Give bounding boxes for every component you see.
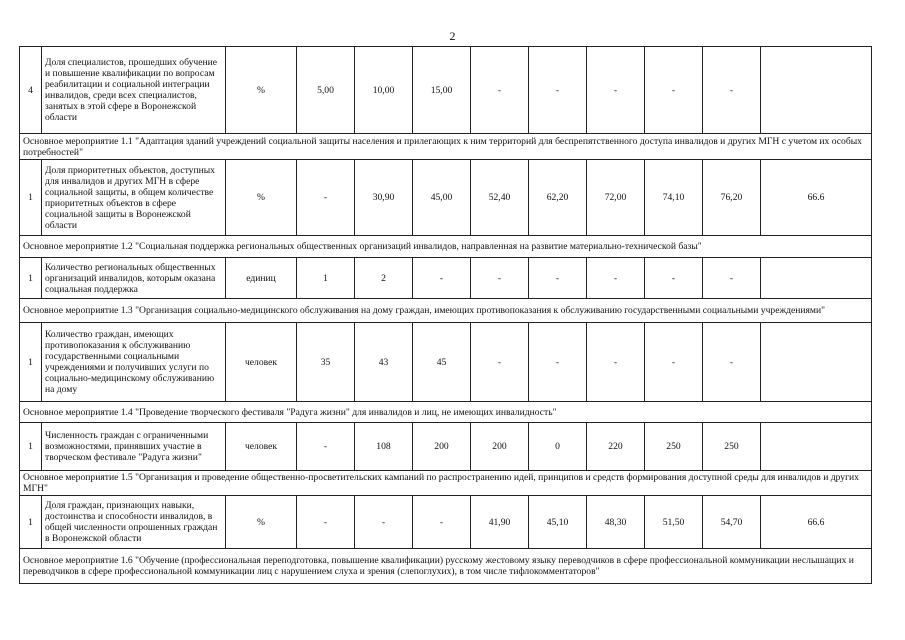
section-title: Основное мероприятие 1.4 "Проведение творческого фестиваля "Радуга жизни" для инвалидов и лиц, не имеющих инвалидность" bbox=[20, 402, 872, 423]
value-cell: 35 bbox=[297, 323, 355, 402]
section-title: Основное мероприятие 1.2 "Социальная поддержка региональных общественных организаций инвалидов, направленная на развитие материально-технической базы" bbox=[20, 236, 872, 258]
unit: единиц bbox=[226, 258, 297, 299]
unit: человек bbox=[226, 323, 297, 402]
row-number: 4 bbox=[20, 47, 42, 134]
value-cell bbox=[761, 258, 872, 299]
value-cell: 45,10 bbox=[529, 496, 587, 549]
indicator-row bbox=[20, 423, 872, 471]
value-cell bbox=[761, 47, 872, 134]
section-title: Основное мероприятие 1.6 "Обучение (профессиональная переподготовка, повышение квалификации) русскому жестовому языку переводчиков в сфере профессиональной коммуникации неслышащих и переводчиков в сфере профессиональной коммуникации лиц с нарушением слуха и зрения (слепоглухих), в том числе тифлокомментаторов" bbox=[20, 549, 872, 584]
value-cell: - bbox=[587, 323, 645, 402]
value-cell: - bbox=[645, 258, 703, 299]
indicator-row bbox=[20, 323, 872, 402]
value-cell: 74,10 bbox=[645, 160, 703, 236]
value-cell: 30,90 bbox=[355, 160, 413, 236]
indicator-name: Доля приоритетных объектов, доступных для инвалидов и других МГН в сфере социальной защиты, в общем количестве приоритетных объектов в сфере социальной защиты в Воронежской области bbox=[42, 160, 226, 236]
value-cell bbox=[761, 423, 872, 471]
value-cell: - bbox=[529, 258, 587, 299]
row-number: 1 bbox=[20, 423, 42, 471]
value-cell: - bbox=[645, 323, 703, 402]
value-cell: 250 bbox=[703, 423, 761, 471]
indicator-row bbox=[20, 258, 872, 299]
value-cell: - bbox=[529, 323, 587, 402]
value-cell: 72,00 bbox=[587, 160, 645, 236]
section-row bbox=[20, 134, 872, 160]
value-cell: - bbox=[471, 47, 529, 134]
section-title: Основное мероприятие 1.1 "Адаптация зданий учреждений социальной защиты населения и прилегающих к ним территорий для беспрепятственного доступа инвалидов и других МГН с учетом их особых потребностей" bbox=[20, 134, 872, 160]
row-number: 1 bbox=[20, 258, 42, 299]
value-cell: 52,40 bbox=[471, 160, 529, 236]
value-cell: 1 bbox=[297, 258, 355, 299]
indicator-name: Количество граждан, имеющих противопоказания к обслуживанию государственными социальными учреждениями и получивших услуги по социально-медицинскому обслуживанию на дому bbox=[42, 323, 226, 402]
indicator-name: Количество региональных общественных организаций инвалидов, которым оказана социальная поддержка bbox=[42, 258, 226, 299]
value-cell: 250 bbox=[645, 423, 703, 471]
value-cell: - bbox=[587, 258, 645, 299]
value-cell: - bbox=[355, 496, 413, 549]
section-row bbox=[20, 549, 872, 584]
section-row bbox=[20, 236, 872, 258]
value-cell: 200 bbox=[413, 423, 471, 471]
row-number: 1 bbox=[20, 496, 42, 549]
value-cell: 45,00 bbox=[413, 160, 471, 236]
unit: человек bbox=[226, 423, 297, 471]
value-cell: - bbox=[297, 423, 355, 471]
section-title: Основное мероприятие 1.3 "Организация социально-медицинского обслуживания на дому граждан, имеющих противопоказания к обслуживанию государственными социальными учреждениями" bbox=[20, 299, 872, 323]
section-row bbox=[20, 402, 872, 423]
unit: % bbox=[226, 496, 297, 549]
indicator-row bbox=[20, 160, 872, 236]
unit: % bbox=[226, 160, 297, 236]
row-number: 1 bbox=[20, 323, 42, 402]
value-cell: 48,30 bbox=[587, 496, 645, 549]
value-cell: - bbox=[703, 323, 761, 402]
value-cell: - bbox=[471, 323, 529, 402]
section-row bbox=[20, 471, 872, 496]
value-cell: - bbox=[471, 258, 529, 299]
value-cell: - bbox=[413, 496, 471, 549]
value-cell: - bbox=[297, 160, 355, 236]
indicator-name: Доля граждан, признающих навыки, достоинства и способности инвалидов, в общей численности опрошенных граждан в Воронежской области bbox=[42, 496, 226, 549]
value-cell: - bbox=[587, 47, 645, 134]
value-cell: 66.6 bbox=[761, 496, 872, 549]
value-cell: 41,90 bbox=[471, 496, 529, 549]
section-title: Основное мероприятие 1.5 "Организация и проведение общественно-просветительских кампаний по распространению идей, принципов и средств формирования доступной среды для инвалидов и других МГН" bbox=[20, 471, 872, 496]
value-cell: 200 bbox=[471, 423, 529, 471]
indicator-row bbox=[20, 47, 872, 134]
value-cell: 43 bbox=[355, 323, 413, 402]
value-cell: 108 bbox=[355, 423, 413, 471]
value-cell: 10,00 bbox=[355, 47, 413, 134]
value-cell bbox=[761, 323, 872, 402]
unit: % bbox=[226, 47, 297, 134]
value-cell: 0 bbox=[529, 423, 587, 471]
page-number: 2 bbox=[449, 29, 456, 43]
indicators-table bbox=[19, 46, 872, 584]
value-cell: 220 bbox=[587, 423, 645, 471]
indicator-name: Численность граждан с ограниченными возможностями, принявших участие в творческом фестивале "Радуга жизни" bbox=[42, 423, 226, 471]
value-cell: 66.6 bbox=[761, 160, 872, 236]
indicator-name: Доля специалистов, прошедших обучение и повышение квалификации по вопросам реабилитации и социальной интеграции инвалидов, среди всех специалистов, занятых в этой сфере в Воронежской области bbox=[42, 47, 226, 134]
row-number: 1 bbox=[20, 160, 42, 236]
value-cell: 62,20 bbox=[529, 160, 587, 236]
value-cell: - bbox=[529, 47, 587, 134]
value-cell: 45 bbox=[413, 323, 471, 402]
value-cell: - bbox=[645, 47, 703, 134]
value-cell: - bbox=[297, 496, 355, 549]
value-cell: - bbox=[703, 258, 761, 299]
value-cell: 54,70 bbox=[703, 496, 761, 549]
value-cell: 15,00 bbox=[413, 47, 471, 134]
value-cell: 5,00 bbox=[297, 47, 355, 134]
value-cell: 51,50 bbox=[645, 496, 703, 549]
indicator-row bbox=[20, 496, 872, 549]
value-cell: - bbox=[703, 47, 761, 134]
value-cell: 76,20 bbox=[703, 160, 761, 236]
section-row bbox=[20, 299, 872, 323]
value-cell: - bbox=[413, 258, 471, 299]
value-cell: 2 bbox=[355, 258, 413, 299]
